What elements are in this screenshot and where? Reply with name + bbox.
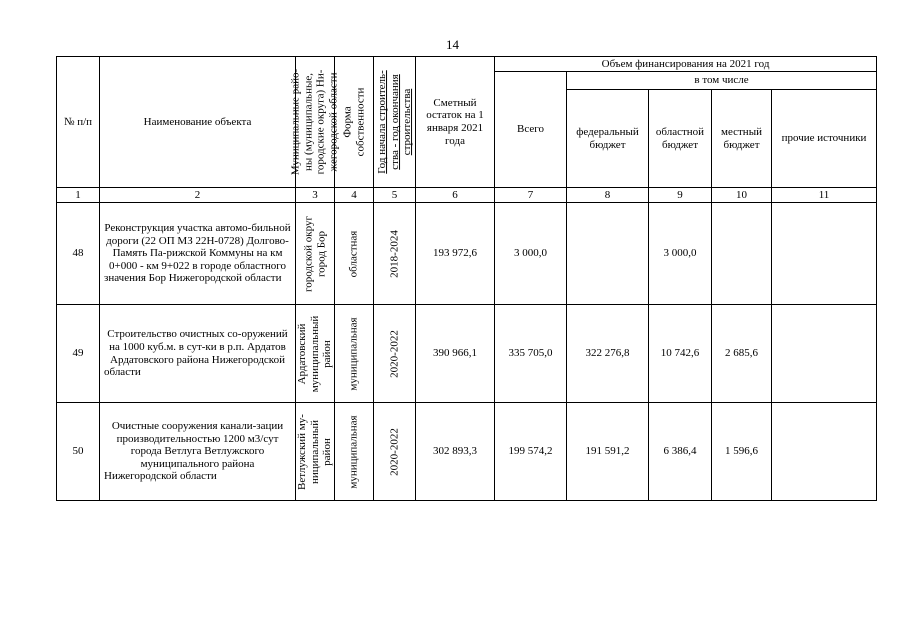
row-municipality-text: Ардатовский муниципальный район (296, 315, 334, 392)
row-municipality (296, 403, 335, 501)
row-ownership-text: муниципальная (347, 414, 360, 489)
row-total: 3 000,0 (495, 203, 567, 305)
row-total: 335 705,0 (495, 305, 567, 403)
column-number: 6 (416, 188, 495, 203)
row-local: 2 685,6 (712, 305, 772, 403)
row-ownership-text: муниципальная (347, 316, 360, 391)
row-federal: 191 591,2 (567, 403, 649, 501)
table-row (57, 305, 877, 403)
column-number: 7 (495, 188, 567, 203)
row-balance: 302 893,3 (416, 403, 495, 501)
row-ownership-text: областная (347, 230, 360, 277)
row-years-text: 2020-2022 (388, 427, 401, 476)
row-object-name: Реконструкция участка автомо-бильной дороги (22 ОП МЗ 22Н-0728) Долгово-Память Па-рижской Коммуны на км 0+000 - км 9+022 в городе областного значения Бор Нижегородской области (100, 203, 296, 305)
column-number: 5 (374, 188, 416, 203)
row-local (712, 203, 772, 305)
row-years (374, 305, 416, 403)
row-municipality (296, 203, 335, 305)
column-number-row (57, 188, 877, 203)
header-years (374, 57, 416, 188)
row-ownership (335, 403, 374, 501)
column-number: 4 (335, 188, 374, 203)
row-federal: 322 276,8 (567, 305, 649, 403)
row-num: 49 (57, 305, 100, 403)
row-years-text: 2020-2022 (388, 329, 401, 378)
row-regional: 3 000,0 (649, 203, 712, 305)
financing-table (56, 56, 877, 501)
column-number: 8 (567, 188, 649, 203)
header-municipality (289, 57, 340, 188)
row-regional: 6 386,4 (649, 403, 712, 501)
header-years-text: Год начала строитель- ства - год окончания строительства (375, 70, 413, 174)
header-num: № п/п (57, 57, 100, 188)
row-object-name: Очистные сооружения канали-зации производительностью 1200 м3/сут города Ветлуга Ветлужского муниципального района Нижегородской области (100, 403, 296, 501)
header-federal: федеральный бюджет (567, 90, 649, 188)
header-municipality-text: Муниципальные райо- ны (муниципальные, городские округа) Ни- жегородской области (289, 68, 340, 176)
column-number: 2 (100, 188, 296, 203)
header-name: Наименование объекта (100, 57, 296, 188)
page-number: 14 (446, 37, 459, 52)
row-ownership (335, 203, 374, 305)
row-balance: 390 966,1 (416, 305, 495, 403)
column-number: 1 (57, 188, 100, 203)
row-other (772, 305, 877, 403)
header-regional: областной бюджет (649, 90, 712, 188)
row-other (772, 203, 877, 305)
header-including: в том числе (567, 72, 877, 90)
column-number: 3 (296, 188, 335, 203)
row-federal (567, 203, 649, 305)
row-total: 199 574,2 (495, 403, 567, 501)
column-number: 9 (649, 188, 712, 203)
table-row (57, 203, 877, 305)
header-balance: Сметный остаток на 1 января 2021 года (416, 57, 495, 188)
header-total: Всего (495, 72, 567, 188)
header-financing: Объем финансирования на 2021 год (495, 57, 877, 72)
row-ownership (335, 305, 374, 403)
row-object-name: Строительство очистных со-оружений на 1000 куб.м. в сут-ки в р.п. Ардатов Ардатовского района Нижегородской области (100, 305, 296, 403)
row-years (374, 203, 416, 305)
column-number: 11 (772, 188, 877, 203)
row-years-text: 2018-2024 (388, 229, 401, 278)
row-balance: 193 972,6 (416, 203, 495, 305)
row-municipality (296, 305, 335, 403)
row-municipality-text: Ветлужский му- ниципальный район (296, 413, 334, 490)
header-ownership (335, 57, 374, 188)
row-other (772, 403, 877, 501)
header-local: местный бюджет (712, 90, 772, 188)
table-row (57, 403, 877, 501)
row-municipality-text: городской округ город Бор (302, 215, 327, 292)
column-number: 10 (712, 188, 772, 203)
row-num: 48 (57, 203, 100, 305)
header-ownership-text: Форма собственности (341, 87, 366, 157)
header-other: прочие источники (772, 90, 877, 188)
row-local: 1 596,6 (712, 403, 772, 501)
row-num: 50 (57, 403, 100, 501)
row-years (374, 403, 416, 501)
row-regional: 10 742,6 (649, 305, 712, 403)
